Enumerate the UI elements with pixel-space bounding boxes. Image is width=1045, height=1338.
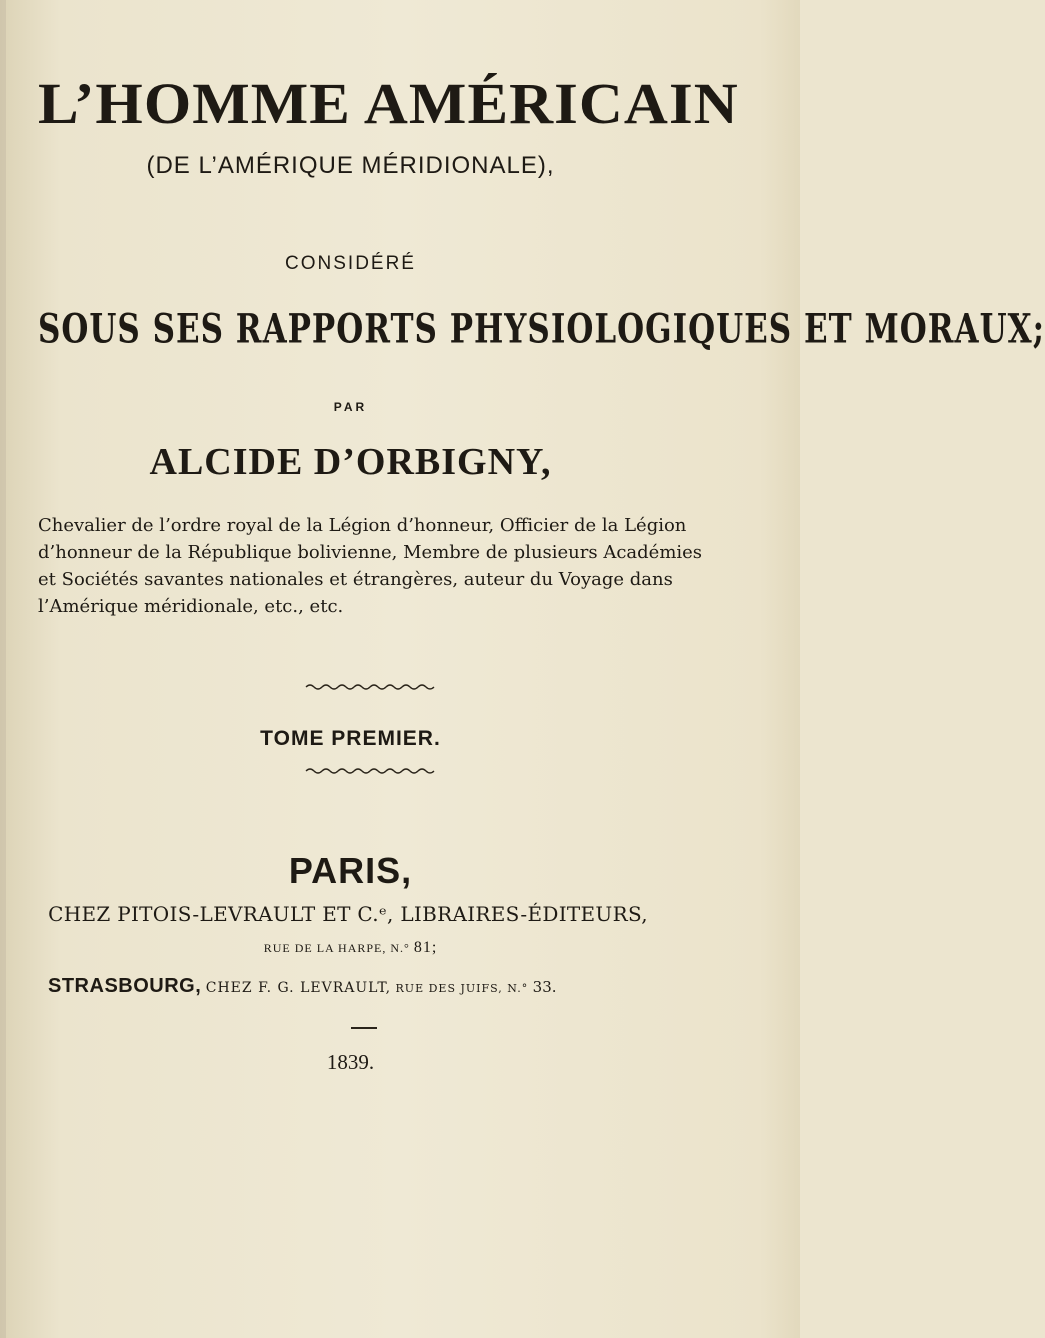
imprint-city: PARIS, (288, 850, 413, 891)
ornamental-rule-top (304, 683, 434, 691)
by-line: PAR (333, 400, 368, 414)
book-subtitle: (DE L’AMÉRIQUE MÉRIDIONALE), (146, 152, 555, 179)
book-title: L’HOMME AMÉRICAIN (38, 71, 739, 136)
second-publisher: CHEZ F. G. LEVRAULT, (205, 980, 392, 996)
author-name: ALCIDE D’ORBIGNY, (149, 441, 552, 483)
credentials-line: l’Amérique méridionale, etc., etc. (38, 596, 344, 617)
second-number: 33. (532, 978, 557, 996)
second-street: RUE DES JUIFS, N.° (395, 982, 529, 995)
street-name: RUE DE LA HARPE, N.° (263, 941, 410, 955)
credentials-line: Chevalier de l’ordre royal de la Légion d’honneur, Officier de la Légion (38, 515, 687, 536)
street-number: 81; (413, 939, 438, 956)
ornamental-rule-bottom (304, 767, 434, 775)
considered-line: CONSIDÉRÉ (285, 253, 416, 274)
publisher-address (38, 939, 663, 957)
second-imprint (48, 975, 668, 998)
divider-rule (351, 1027, 377, 1029)
second-city: STRASBOURG, (48, 975, 202, 997)
author-credentials (38, 512, 703, 620)
page-edge-shadow (0, 0, 6, 1338)
credentials-line: et Sociétés savantes nationales et étrangères, auteur du Voyage dans (38, 569, 673, 590)
volume-label: TOME PREMIER. (260, 727, 441, 750)
publication-year: 1839. (326, 1050, 375, 1074)
publisher-name: CHEZ PITOIS-LEVRAULT ET C.ᵉ, LIBRAIRES-ÉDITEURS, (48, 902, 648, 926)
aspects-line: SOUS SES RAPPORTS PHYSIOLOGIQUES ET MORAUX; (38, 306, 1045, 353)
credentials-line: d’honneur de la République bolivienne, Membre de plusieurs Académies (38, 542, 703, 563)
